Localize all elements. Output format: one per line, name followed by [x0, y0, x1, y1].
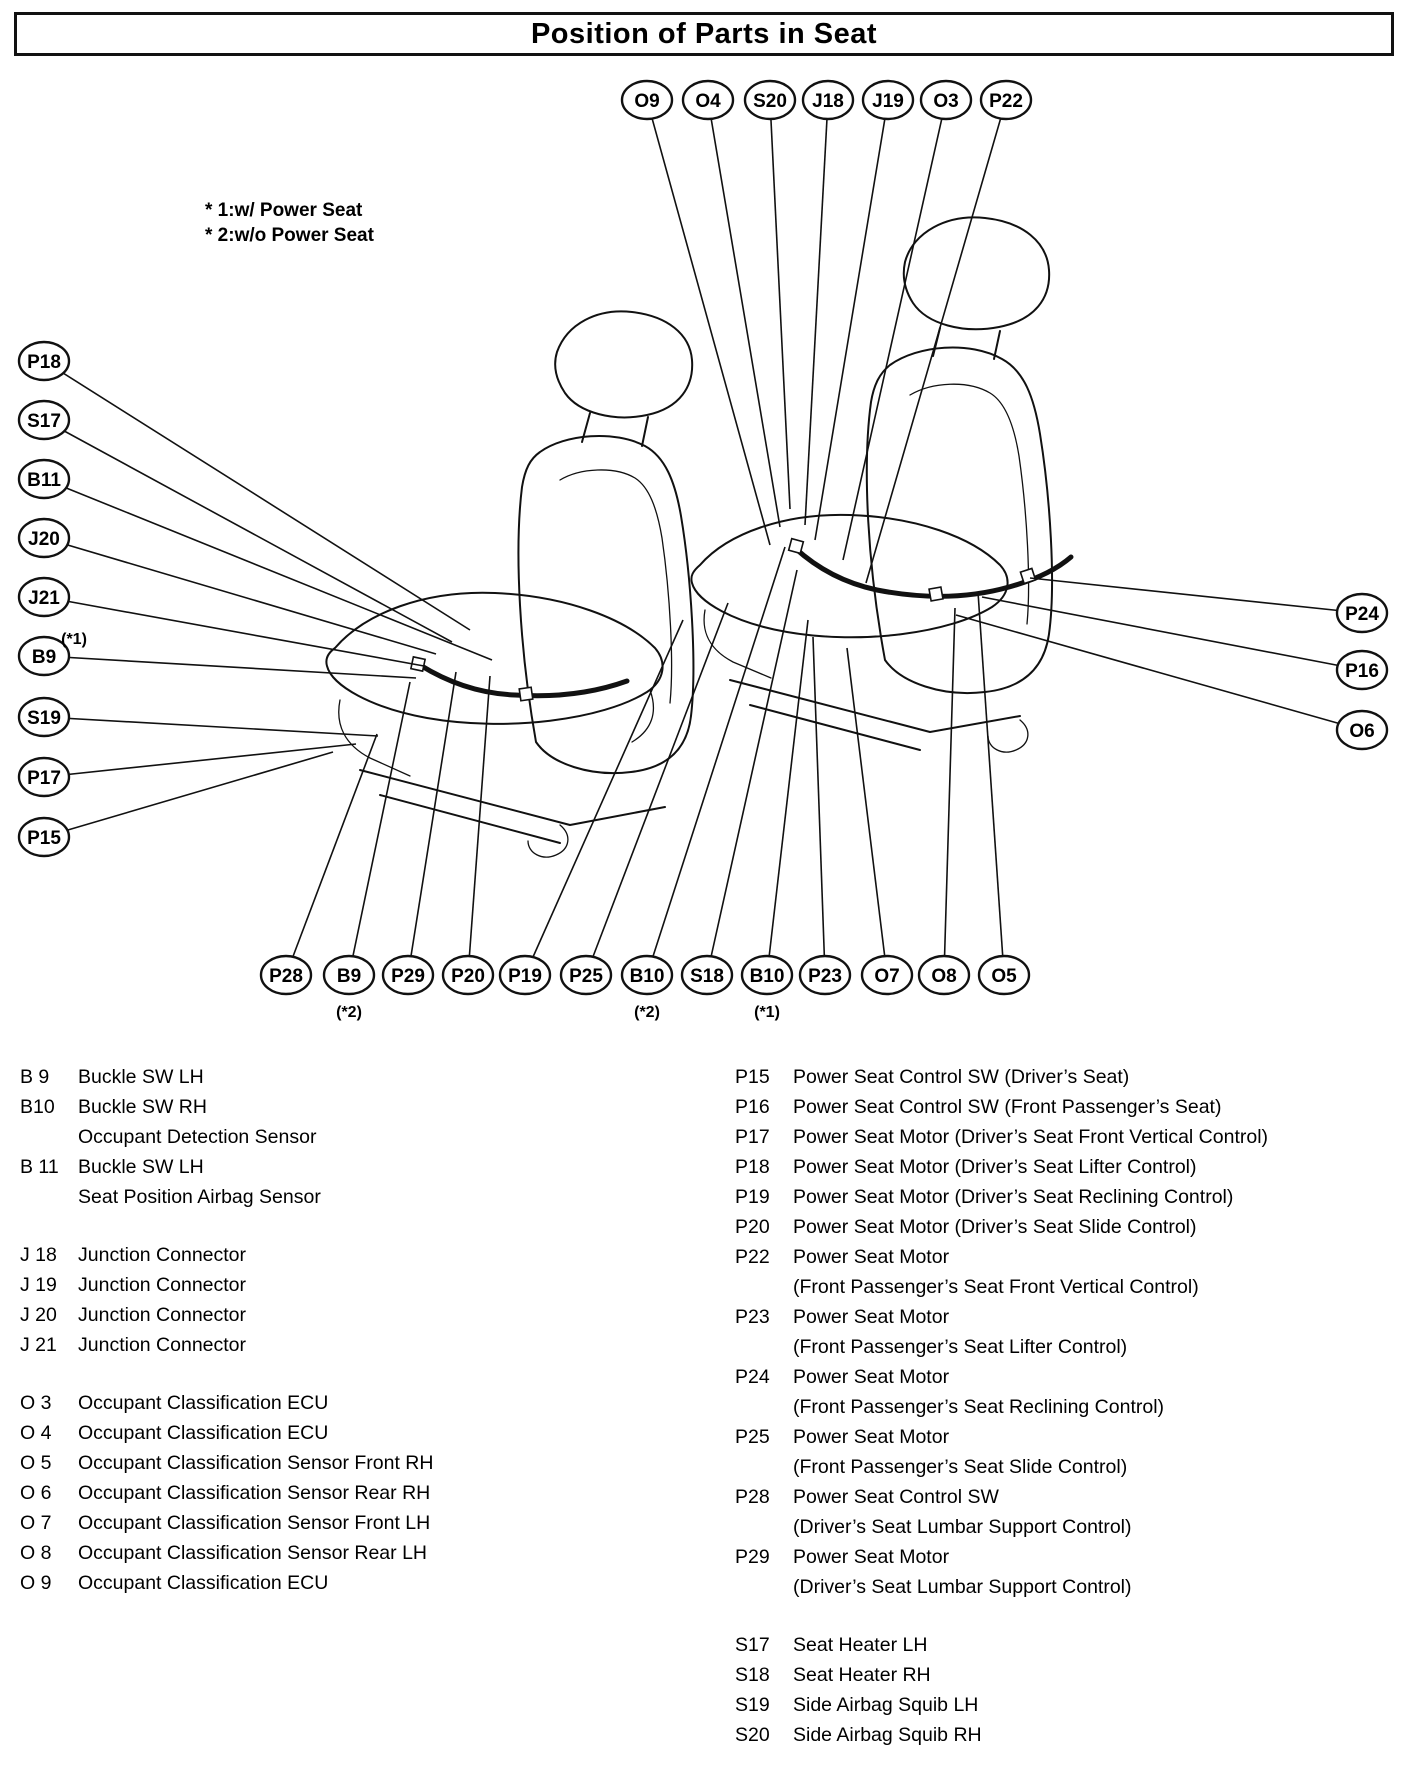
seat-driver: [326, 311, 693, 857]
legend-desc: Power Seat Motor: [793, 1426, 950, 1448]
callout-b9-20: [324, 956, 374, 1021]
legend-row: [735, 1690, 1400, 1720]
leader-line-o5-31: [978, 592, 1004, 975]
legend-desc: Power Seat Control SW (Front Passenger’s Seat): [793, 1096, 1222, 1118]
legend-row: [735, 1242, 1400, 1272]
callout-label: O8: [931, 966, 957, 987]
callout-label: P24: [1345, 604, 1379, 625]
legend-code: B 9: [20, 1066, 50, 1088]
callout-o6-18: [1337, 711, 1387, 749]
callout-b10-27: [742, 956, 792, 1021]
callout-o4-1: [683, 81, 733, 119]
legend-desc: Occupant Classification Sensor Rear RH: [78, 1482, 431, 1504]
callout-label: P18: [27, 352, 61, 373]
legend-desc: Seat Heater RH: [793, 1664, 931, 1686]
leader-line-s19-13: [44, 717, 378, 736]
callout-s20-2: [745, 81, 795, 119]
legend-row: [735, 1422, 1400, 1452]
callout-j19-4: [863, 81, 913, 119]
legend-code: P28: [735, 1486, 770, 1508]
callout-label: B9: [31, 647, 57, 668]
legend-desc: Junction Connector: [78, 1274, 247, 1296]
legend-row: [20, 1388, 665, 1418]
legend-desc: (Front Passenger’s Seat Lifter Control): [793, 1336, 1128, 1358]
legend-desc: Occupant Classification Sensor Front LH: [78, 1512, 431, 1534]
seat-rails: [730, 680, 1020, 732]
legend-row: [735, 1630, 1400, 1660]
callout-p28-19: [261, 956, 311, 994]
callout-p23-28: [800, 956, 850, 994]
callout-p20-22: [443, 956, 493, 994]
callout-footnote-ref: (*2): [634, 1004, 660, 1021]
callout-label: J20: [28, 529, 60, 550]
leader-line-p20-22: [468, 676, 490, 975]
legend-row: [20, 1418, 665, 1448]
leader-line-p18-7: [44, 361, 470, 630]
legend-row: [735, 1452, 1400, 1482]
callout-p24-16: [1337, 594, 1387, 632]
legend-row: [735, 1720, 1400, 1750]
legend-desc: Occupant Classification ECU: [78, 1392, 329, 1414]
legend-row: [20, 1448, 665, 1478]
callout-s19-13: [19, 698, 69, 736]
legend-row: [20, 1062, 665, 1092]
callout-label: O3: [933, 91, 959, 112]
legend-desc: Occupant Classification ECU: [78, 1422, 329, 1444]
callout-o5-31: [979, 956, 1029, 994]
callout-b11-9: [19, 460, 69, 498]
callout-p25-24: [561, 956, 611, 994]
leader-line-b9-20: [349, 682, 410, 975]
callout-o8-30: [919, 956, 969, 994]
legend-desc: Power Seat Motor (Driver’s Seat Reclining Control): [793, 1186, 1234, 1208]
legend-code: [735, 1572, 793, 1602]
legend-row: [20, 1270, 665, 1300]
legend-code: P19: [735, 1186, 770, 1208]
callout-label: J21: [28, 588, 60, 609]
legend-row: [20, 1152, 665, 1182]
legend-row: [20, 1330, 665, 1360]
legend-code: O 8: [20, 1542, 52, 1564]
legend-row: [20, 1508, 665, 1538]
legend-spacer: [735, 1602, 1400, 1630]
leader-line-j18-3: [805, 100, 828, 525]
legend-code: P17: [735, 1126, 770, 1148]
leader-line-p19-23: [525, 620, 683, 975]
callout-label: P20: [451, 966, 485, 987]
legend-code: P18: [735, 1156, 770, 1178]
legend-row: [20, 1478, 665, 1508]
callout-s18-26: [682, 956, 732, 994]
legend-row: [735, 1062, 1400, 1092]
footnote-2: * 2:w/o Power Seat: [205, 225, 374, 246]
legend-desc: Side Airbag Squib RH: [793, 1724, 982, 1746]
legend-code: J 20: [20, 1304, 57, 1326]
legend-code: P29: [735, 1546, 770, 1568]
seat-rails: [360, 770, 665, 825]
legend-row: [20, 1092, 665, 1122]
callout-label: S17: [27, 411, 61, 432]
legend-desc: Junction Connector: [78, 1304, 247, 1326]
legend-desc: (Driver’s Seat Lumbar Support Control): [793, 1516, 1132, 1538]
callout-b10-25: [622, 956, 672, 1021]
legend-row: [735, 1542, 1400, 1572]
legend-column-left: [20, 1062, 665, 1598]
legend-row: [20, 1538, 665, 1568]
legend-desc: Occupant Classification Sensor Rear LH: [78, 1542, 427, 1564]
legend-row: [735, 1660, 1400, 1690]
legend-row: [735, 1482, 1400, 1512]
legend-code: J 19: [20, 1274, 57, 1296]
legend-code: P20: [735, 1216, 770, 1238]
legend-row: [20, 1568, 665, 1598]
legend-code: O 9: [20, 1572, 52, 1594]
legend-code: [735, 1332, 793, 1362]
legend-row: [735, 1182, 1400, 1212]
legend-row: [735, 1122, 1400, 1152]
legend-desc: Power Seat Motor (Driver’s Seat Front Vertical Control): [793, 1126, 1269, 1148]
legend-code: B 11: [20, 1156, 59, 1178]
callout-o3-5: [921, 81, 971, 119]
leader-line-p28-19: [286, 734, 377, 975]
legend-desc: Power Seat Motor (Driver’s Seat Lifter Control): [793, 1156, 1197, 1178]
legend-code: J 21: [20, 1334, 57, 1356]
callout-j20-10: [19, 519, 69, 557]
callout-label: S18: [690, 966, 724, 987]
callout-label: O5: [991, 966, 1017, 987]
callout-p22-6: [981, 81, 1031, 119]
callout-label: P23: [808, 966, 842, 987]
callout-p18-7: [19, 342, 69, 380]
legend-desc: Power Seat Motor: [793, 1546, 950, 1568]
callout-label: J19: [872, 91, 904, 112]
leader-line-j21-11: [44, 597, 424, 666]
legend-code: [20, 1122, 78, 1152]
callout-s17-8: [19, 401, 69, 439]
footnote-1: * 1:w/ Power Seat: [205, 200, 363, 221]
legend-row: [735, 1092, 1400, 1122]
headrest: [904, 217, 1049, 329]
legend-desc: Side Airbag Squib LH: [793, 1694, 979, 1716]
leader-line-s20-2: [770, 100, 790, 509]
leader-line-p24-16: [1030, 578, 1362, 613]
callout-label: B10: [749, 966, 785, 987]
legend-desc: Occupant Classification ECU: [78, 1572, 329, 1594]
leader-line-o8-30: [944, 608, 955, 975]
legend-row: [20, 1240, 665, 1270]
legend-desc: Junction Connector: [78, 1334, 247, 1356]
legend-code: O 3: [20, 1392, 52, 1414]
footnote-key: [205, 198, 374, 248]
callout-label: P25: [569, 966, 603, 987]
page-title: Position of Parts in Seat: [530, 17, 878, 50]
callout-label: O6: [1349, 721, 1375, 742]
leader-line-j19-4: [815, 100, 888, 540]
legend-column-right: [735, 1062, 1400, 1750]
callout-label: O7: [874, 966, 900, 987]
legend-desc: (Front Passenger’s Seat Slide Control): [793, 1456, 1128, 1478]
leader-line-p17-14: [44, 744, 356, 777]
seatback: [867, 348, 1052, 694]
legend-desc: Power Seat Motor: [793, 1246, 950, 1268]
leader-line-b9-12: [44, 656, 416, 678]
legend-code: [20, 1182, 78, 1212]
leader-line-p15-15: [44, 752, 333, 837]
leader-line-p16-17: [982, 597, 1362, 670]
callout-footnote-ref: (*2): [336, 1004, 362, 1021]
headrest: [555, 311, 692, 417]
callout-p15-15: [19, 818, 69, 856]
leader-line-o3-5: [843, 100, 946, 560]
callout-footnote-ref: (*1): [754, 1004, 780, 1021]
leader-line-o6-18: [956, 615, 1362, 730]
legend-code: P25: [735, 1426, 770, 1448]
legend-code: P24: [735, 1366, 770, 1388]
legend-row: [735, 1512, 1400, 1542]
callout-label: P19: [508, 966, 542, 987]
callout-label: S19: [27, 708, 61, 729]
legend-desc: Power Seat Control SW (Driver’s Seat): [793, 1066, 1130, 1088]
legend-desc: Power Seat Motor: [793, 1306, 950, 1328]
cushion: [326, 593, 662, 724]
callout-j18-3: [803, 81, 853, 119]
legend-desc: Buckle SW RH: [78, 1096, 207, 1118]
legend-code: O 4: [20, 1422, 52, 1444]
legend-row: [735, 1272, 1400, 1302]
legend-code: O 5: [20, 1452, 52, 1474]
callout-p19-23: [500, 956, 550, 994]
legend-desc: Seat Heater LH: [793, 1634, 928, 1656]
legend-desc: (Driver’s Seat Lumbar Support Control): [793, 1576, 1132, 1598]
callout-footnote-ref: (*1): [61, 631, 87, 648]
legend-code: P16: [735, 1096, 770, 1118]
callout-label: P28: [269, 966, 303, 987]
leader-line-p22-6: [866, 100, 1006, 583]
callout-label: P16: [1345, 661, 1379, 682]
legend-row: [735, 1212, 1400, 1242]
legend-spacer: [20, 1212, 665, 1240]
callout-label: P17: [27, 768, 61, 789]
callout-label: J18: [812, 91, 844, 112]
legend-row: [20, 1122, 665, 1152]
legend-desc: Junction Connector: [78, 1244, 247, 1266]
callout-o9-0: [622, 81, 672, 119]
legend-desc: Seat Position Airbag Sensor: [78, 1186, 321, 1208]
legend-desc: Buckle SW LH: [78, 1156, 204, 1178]
callout-label: S20: [753, 91, 787, 112]
legend-code: S19: [735, 1694, 770, 1716]
callout-label: B9: [336, 966, 362, 987]
legend-code: [735, 1272, 793, 1302]
leader-line-p23-28: [813, 637, 825, 975]
leader-line-s18-26: [707, 570, 797, 975]
legend-desc: (Front Passenger’s Seat Reclining Control): [793, 1396, 1165, 1418]
legend-desc: Buckle SW LH: [78, 1066, 204, 1088]
legend-code: [735, 1512, 793, 1542]
legend-code: S20: [735, 1724, 770, 1746]
legend-desc: Power Seat Motor (Driver’s Seat Slide Control): [793, 1216, 1197, 1238]
seatback: [518, 436, 693, 773]
callout-label: P22: [989, 91, 1023, 112]
legend-row: [735, 1572, 1400, 1602]
legend-row: [20, 1182, 665, 1212]
legend-desc: Power Seat Motor: [793, 1366, 950, 1388]
leader-line-b11-9: [44, 479, 492, 660]
legend-code: P22: [735, 1246, 770, 1268]
callout-label: P15: [27, 828, 61, 849]
legend-row: [735, 1362, 1400, 1392]
callout-label: O9: [634, 91, 660, 112]
legend-desc: Occupant Classification Sensor Front RH: [78, 1452, 434, 1474]
legend-row: [735, 1302, 1400, 1332]
legend-code: [735, 1392, 793, 1422]
callout-p29-21: [383, 956, 433, 994]
callout-label: B11: [27, 470, 61, 491]
legend-row: [735, 1332, 1400, 1362]
legend-code: O 6: [20, 1482, 52, 1504]
legend-code: S17: [735, 1634, 770, 1656]
leader-line-b10-27: [767, 620, 808, 975]
callout-b9-12: [19, 631, 87, 675]
leader-line-j20-10: [44, 538, 436, 654]
legend-code: P23: [735, 1306, 770, 1328]
legend-code: S18: [735, 1664, 770, 1686]
legend-code: B10: [20, 1096, 55, 1118]
legend-code: J 18: [20, 1244, 57, 1266]
legend-desc: Occupant Detection Sensor: [78, 1126, 317, 1148]
legend-desc: (Front Passenger’s Seat Front Vertical Control): [793, 1276, 1199, 1298]
legend-code: O 7: [20, 1512, 52, 1534]
leader-line-p29-21: [408, 672, 456, 975]
leader-line-o7-29: [847, 648, 887, 975]
legend-row: [20, 1300, 665, 1330]
leader-line-o4-1: [708, 100, 780, 527]
callout-p17-14: [19, 758, 69, 796]
callout-label: O4: [695, 91, 721, 112]
legend-row: [735, 1392, 1400, 1422]
legend-row: [735, 1152, 1400, 1182]
callout-p16-17: [1337, 651, 1387, 689]
callout-label: P29: [391, 966, 425, 987]
legend-spacer: [20, 1360, 665, 1388]
callout-j21-11: [19, 578, 69, 616]
legend-code: P15: [735, 1066, 770, 1088]
legend-code: [735, 1452, 793, 1482]
callout-label: B10: [629, 966, 665, 987]
legend-desc: Power Seat Control SW: [793, 1486, 999, 1508]
callout-o7-29: [862, 956, 912, 994]
